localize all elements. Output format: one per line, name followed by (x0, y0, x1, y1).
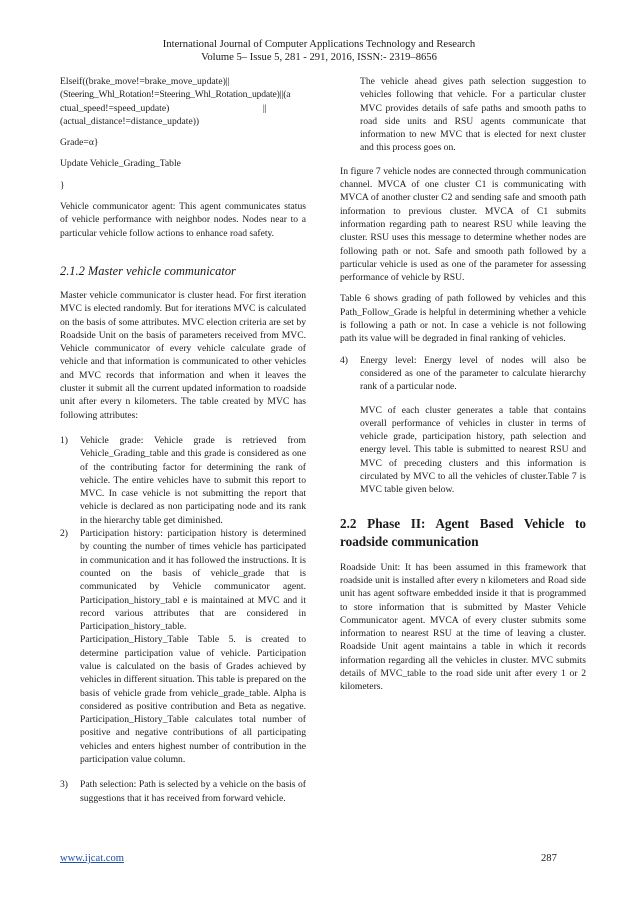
list-text: Participation history: participation history is determined by counting the number of times vehicle has participated in communication and it has followed the instructions. It is counted on the basis of vehicle_grade that is communicated by Vehicle communicator agent. Participation_history_tabl e is maintained at MVC and it record various attributes that are considered in Participation_history_table. (80, 528, 306, 633)
grade-line: Grade=α} (60, 137, 99, 149)
code-line: (actual_distance!=distance_update)) (60, 115, 200, 127)
list-text: Participation_History_Table Table 5. is created to determine participation value of vehicle. Participation value is calculated on the basis of Grades achieved by vehicles in different situation. This table is prepared on the basis of vehicle grade from vehicle_grade_table. Alpha is considered as positive contribution and Beta as negative. Participation_History_Table calculates total number of positive and negative contributions of all participating vehicles and enters highest number of contribution in the participation value column. (80, 634, 306, 766)
list-item (60, 527, 306, 633)
list-number: 1) (60, 434, 68, 446)
path-continuation-paragraph: The vehicle ahead gives path selection suggestion to vehicles following that vehicle. For a particular cluster MVC provides details of safe paths and smooth paths to road side units and RSU agents communicate that information to new MVC that is elected for next cluster and this process goes on. (360, 76, 586, 154)
mvc-intro-paragraph: Master vehicle communicator is cluster head. For first iteration MVC is elected randomly. But for iterations MVC is calculated on the basis of some attributes. MVC election criteria are set by Roadside Unit on the basis of parameters received from MVC. Vehicle communicator of every vehicle calculate grade of vehicle and that information is communicated to other vehicles and MVC records that information and when it leaves the cluster it submit all the current updated information to roadside unit after every n kilometers. The table created by MVC has following attributes: (60, 289, 306, 421)
list-number: 3) (60, 779, 68, 791)
section-heading-phase-two: 2.2 Phase II: Agent Based Vehicle to roadside communication (340, 515, 586, 549)
pseudo-code (60, 75, 306, 128)
journal-volume: Volume 5– Issue 5, 281 - 291, 2016, ISSN:- 2319–8656 (201, 52, 437, 64)
list-number: 2) (60, 528, 68, 540)
left-column (60, 75, 306, 805)
page-header (0, 38, 638, 65)
update-line: Update Vehicle_Grading_Table (60, 158, 181, 170)
page-number: 287 (541, 853, 557, 864)
journal-link[interactable]: www.ijcat.com (60, 853, 125, 864)
vehicle-agent-paragraph: Vehicle communicator agent: This agent communicates status of vehicle performance with neighbor nodes. Nodes near to a particular vehicle follow actions to enhance road safety. (60, 201, 306, 239)
list-item (60, 633, 306, 766)
figure7-paragraph: In figure 7 vehicle nodes are connected through communication channel. MVCA of one cluster C1 is communicating with MVCA of another cluster C2 and sending safe and smooth path information to previous cluster. MVCA of C1 submits information regarding path to nearest RSU while leaving the cluster. RSU uses this message to determine whether nodes are following path or not. Safe and smooth path followed by a particular vehicle is used as one of the parameter for assessing performance of vehicle by RSU. (340, 165, 586, 284)
journal-title: International Journal of Computer Applications Technology and Research (162, 39, 476, 50)
list-item (340, 354, 586, 394)
list-item (60, 778, 306, 805)
right-column (340, 75, 586, 702)
code-line: Elseif((brake_move!=brake_move_update)|| (60, 76, 230, 87)
list-text: Energy level: Energy level of nodes will also be considered as one of the parameter to calculate hierarchy rank of a particular node. (360, 354, 586, 393)
list-item (60, 434, 306, 527)
roadside-unit-paragraph: Roadside Unit: It has been assumed in this framework that roadside unit is installed after every n kilometers and Road side unit has agent software embedded inside it that is programmed to store information that is submitted by Master Vehicle Communicator agent. MVCA of every cluster submits some information to nearest RSU at the time of leaving a cluster. Roadside Unit agent maintains a table in which it records information regarding all the vehicles in cluster. MVC submits details of MVC_table to the road side unit after every 1 or 2 kilometers. (340, 561, 586, 693)
code-line: ctual_speed!=speed_update) || (60, 102, 267, 114)
list-text: Vehicle grade: Vehicle grade is retrieved from Vehicle_Grading_table and this grade is considered as one of the contributing factor for determining the rank of vehicle. The entire vehicles have to submit this report to MVC. In case vehicle is not submitting the report that vehicle is declared as non participating node and its rank in the hierarchy table get diminished. (80, 434, 306, 526)
list-number: 4) (340, 354, 348, 366)
table6-paragraph: Table 6 shows grading of path followed by vehicles and this Path_Follow_Grade is helpful in determining whether a vehicle is following a path or not. In case a vehicle is not following path its value will be degraded in final ranking of vehicles. (340, 293, 586, 345)
closing-brace: } (60, 179, 65, 191)
list-text: Path selection: Path is selected by a vehicle on the basis of suggestions that it has received from forward vehicle. (80, 779, 306, 804)
mvc-table-paragraph: MVC of each cluster generates a table that contains overall performance of vehicles in cluster in terms of vehicle grade, participation history, path selection and energy level. This table is submitted to nearest RSU and MVC of preceding clusters and this information is circulated by MVC to all the vehicles of cluster.Table 7 is MVC table given below. (360, 404, 586, 496)
section-heading-master-vehicle: 2.1.2 Master vehicle communicator (60, 263, 236, 278)
code-line: (Steering_Whl_Rotation!=Steering_Whl_Rotation_update)||(a (60, 89, 291, 101)
